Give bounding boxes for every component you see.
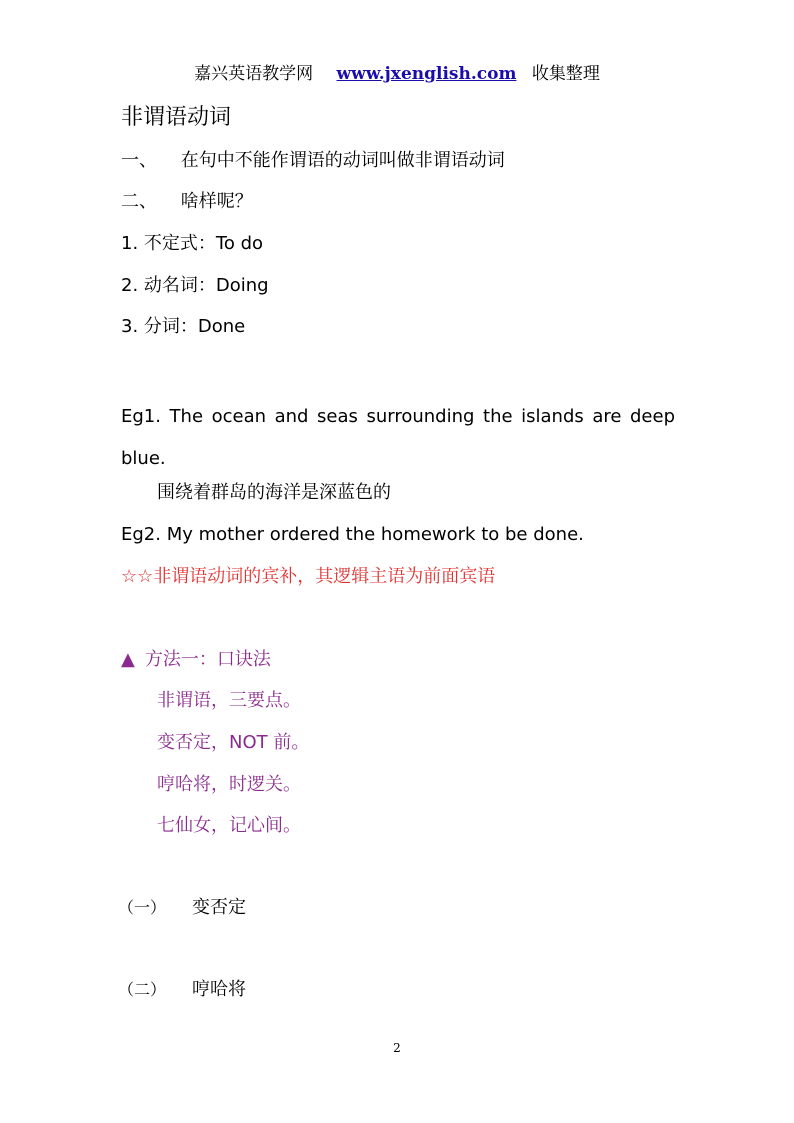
header-suffix: 收集整理 [531, 64, 600, 84]
method-heading-text: 方法一：口诀法 [144, 649, 271, 670]
subsection-2-label: 哼哈将 [192, 979, 246, 1000]
mnemonic-line: 非谓语，三要点。 [157, 690, 301, 711]
section-2-text: 啥样呢？ [180, 191, 253, 212]
subsection-2-number: （二） [118, 980, 167, 999]
page-header [0, 62, 794, 86]
form-gerund: 2. 动名词：Doing [121, 275, 269, 296]
form-participle: 3. 分词：Done [121, 316, 246, 337]
page-title: 非谓语动词 [121, 105, 232, 130]
section-2 [121, 189, 253, 215]
example-1-translation: 围绕着群岛的海洋是深蓝色的 [157, 482, 391, 503]
mnemonic-line: 哼哈将，时逻关。 [157, 774, 301, 795]
subsection-1-number: （一） [118, 898, 167, 917]
section-2-number: 二、 [121, 191, 157, 212]
section-1-number: 一、 [121, 150, 157, 171]
page-number: 2 [393, 1041, 401, 1055]
section-1-text: 在句中不能作谓语的动词叫做非谓语动词 [180, 150, 505, 171]
header-url-link[interactable]: www.jxenglish.com [336, 64, 517, 84]
method-heading [121, 647, 271, 673]
triangle-bullet-icon: ▲ [121, 649, 135, 670]
section-1 [121, 148, 505, 174]
mnemonic-line: 七仙女，记心间。 [157, 815, 301, 836]
example-1: Eg1. The ocean and seas surrounding the islands are deep blue. [121, 406, 675, 469]
subsection-2 [118, 977, 246, 1003]
note-red: ☆☆非谓语动词的宾补，其逻辑主语为前面宾语 [121, 566, 496, 587]
mnemonic-line: 变否定，NOT 前。 [157, 732, 310, 753]
header-site-name: 嘉兴英语教学网 [194, 64, 314, 84]
subsection-1-label: 变否定 [192, 897, 246, 918]
form-infinitive: 1. 不定式：To do [121, 233, 264, 254]
subsection-1 [118, 895, 246, 921]
example-2: Eg2. My mother ordered the homework to be done. [121, 524, 584, 545]
